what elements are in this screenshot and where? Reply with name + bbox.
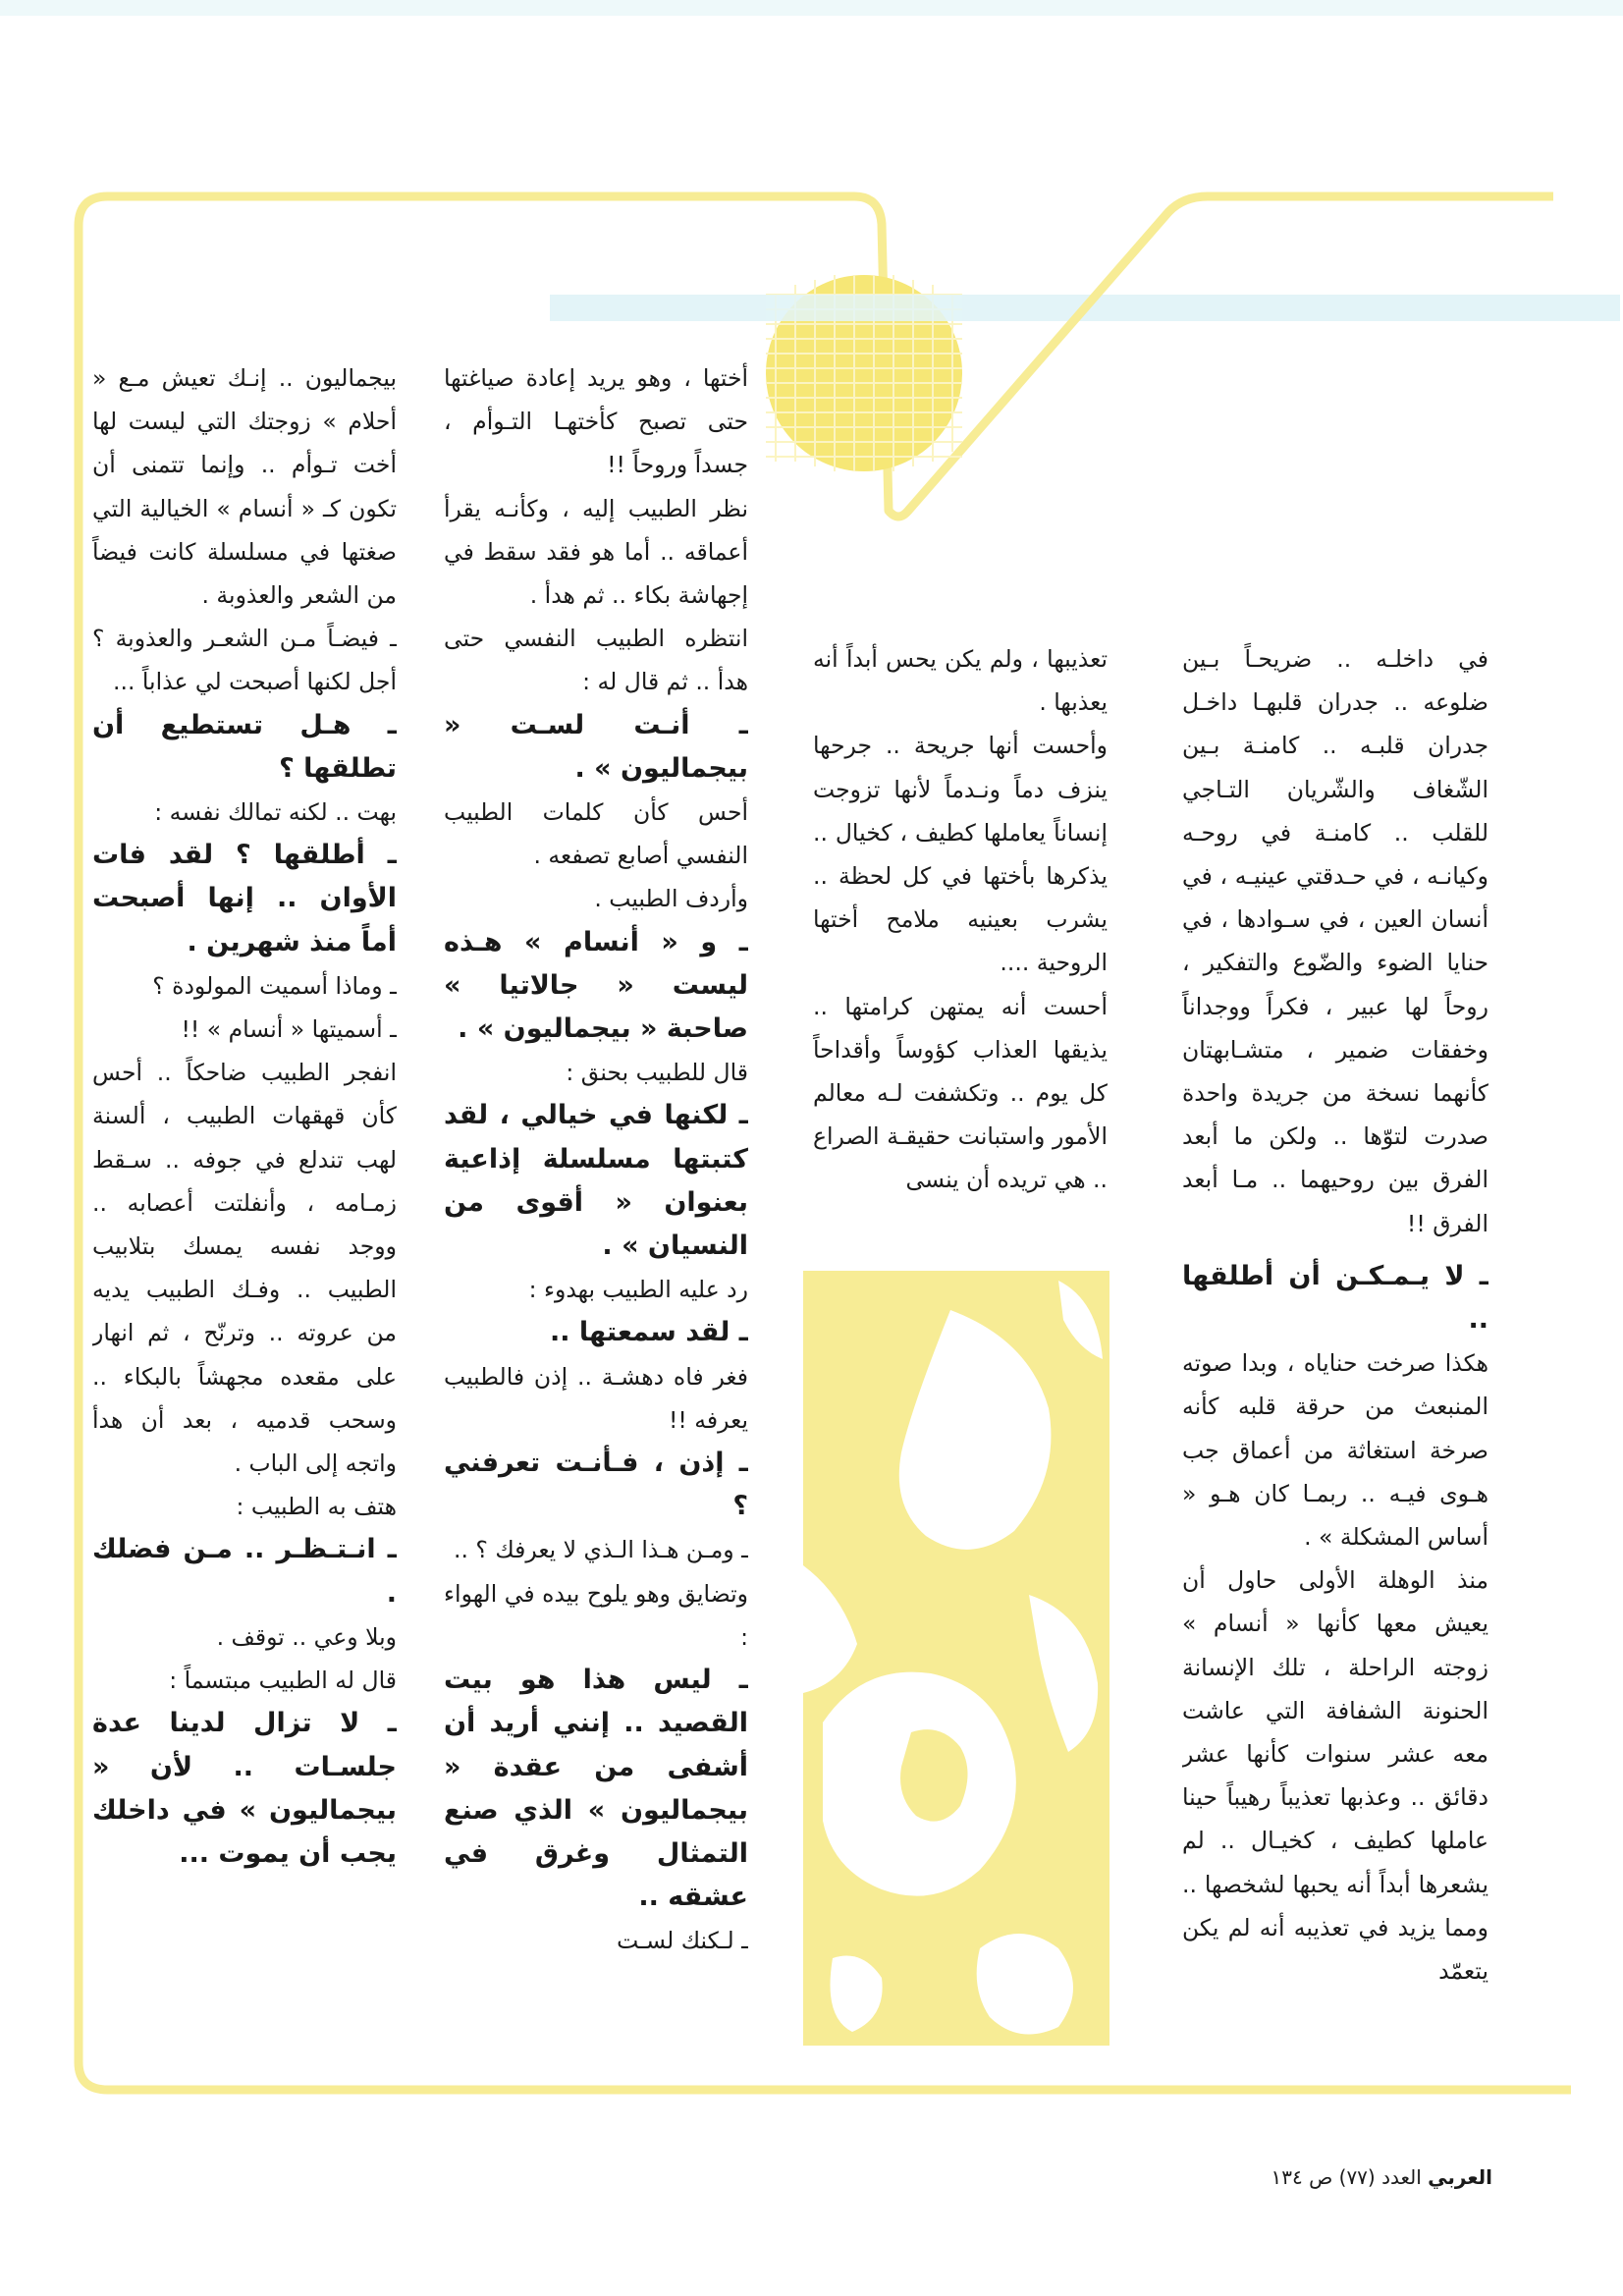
dialogue-heading: ـ ليس هذا هو بيت القصيد .. إنني أريد أن أشفى من عقدة « بيجماليون » الذي صنع التمثال وغرق في عشقه .. xyxy=(444,1665,748,1913)
paragraph: قال له الطبيب مبتسماً : xyxy=(169,1667,397,1695)
dialogue-heading: ـ أنـت لسـت « بيجماليون » . xyxy=(444,709,748,784)
sun-circle xyxy=(766,275,962,471)
text-column-2 xyxy=(813,637,1108,1246)
text-column-1 xyxy=(1182,637,1488,2047)
paragraph: رد عليه الطبيب بهدوء : xyxy=(528,1276,748,1304)
paragraph: انفجر الطبيب ضاحكاً .. أحس كأن قهقهات الطبيب ، ألسنة لهب تندلع في جوفه .. سـقط زمـامه ، وأنفلتت أعصابه .. ووجد نفسه يمسك بتلابيب الطبيب .. وفـك الطبيب يديه من عروته .. وترنّح ، ثم انهار على مقعده مجهشاً بالبكاء .. وسحب قدميه ، بعد أن هدأ واتجه إلى الباب . xyxy=(92,1059,397,1478)
magazine-name: العربي xyxy=(1428,2165,1492,2189)
paragraph: انتظره الطبيب النفسي حتى هدأ .. ثم قال له : xyxy=(444,625,748,696)
paragraph: وتضايق وهو يلوح بيده في الهواء : xyxy=(444,1579,748,1651)
dialogue-heading: ـ لقد سمعتها .. xyxy=(550,1317,748,1348)
paragraph: هكذا صرخت حناياه ، وبدا صوته المنبعث من حرقة قلبه كأنه صرخة استغاثة من أعماق جب هـوى فيـه .. ربمـا كان هـو « أساس المشكلة » . xyxy=(1182,1349,1488,1552)
dialogue-heading: ـ هـل تستطيع أن تطلقها ؟ xyxy=(92,709,397,784)
paragraph: بيجماليون .. إنـك تعيش مـع « أحلام » زوجتك التي ليست لها أخت تـوأم .. وإنما تتمنى أن تكون كـ « أنسام » الخيالية التي صغتها في مسلسلة كانت فيضاً من الشعر والعذوبة . xyxy=(92,364,397,610)
dialogue-heading: ـ لا يـمـكـن أن أطلقها .. xyxy=(1182,1260,1488,1336)
abstract-illustration xyxy=(803,1271,1109,2046)
paragraph: فغر فاه دهشـة .. إذن فالطبيب يعرفه !! xyxy=(444,1362,748,1434)
paragraph: أختها ، وهو يريد إعادة صياغتها حتى تصبح كأختهـا التـوأم ، جسداً وروحاً !! xyxy=(444,364,748,479)
paragraph: هتف به الطبيب : xyxy=(236,1493,397,1521)
paragraph: ـ لـكنك لسـت xyxy=(617,1927,748,1955)
paragraph: قال للطبيب بحنق : xyxy=(566,1059,748,1087)
text-column-4 xyxy=(92,356,397,2046)
paragraph: بهت .. لكنه تمالك نفسه : xyxy=(154,798,397,827)
dialogue-heading: ـ إذن ، فـأنـت تعرفني ؟ xyxy=(444,1448,748,1522)
paragraph: ـ أسميتها « أنسام » !! xyxy=(181,1015,397,1044)
paragraph: وأردف الطبيب . xyxy=(594,885,748,913)
paragraph: وأحست أنها جريحة .. جرحها ينزف دماً ونـدماً لأنها تزوجت إنساناً يعاملها كطيف ، كخيال .. يذكرها بأختها في كل لحظة .. يشرب بعينيه ملامح أختها الروحية .... xyxy=(813,732,1108,977)
dialogue-heading: ـ أطلقها ؟ لقد فات الأوان .. إنها أصبحت أماً منذ شهرين . xyxy=(92,840,397,957)
issue-page: العدد (٧٧) ص ١٣٤ xyxy=(1271,2165,1422,2189)
paragraph: منذ الوهلة الأولى حاول أن يعيش معها كأنها « أنسام » زوجته الراحلة ، تلك الإنسانة الحنونة الشفافة التي عاشت معه عشر سنوات كأنها عشر دقائق .. وعذبها تعذيباً رهيباً حينا عاملها كطيف ، كخيـال .. لم يشعرها أبداً أنه يحبها لشخصها .. ومما يزيد في تعذيبه أنه لم يكن يتعمّد xyxy=(1182,1566,1488,1986)
paragraph: وبلا وعي .. توقف . xyxy=(216,1622,397,1651)
dialogue-heading: ـ و « أنسام » هـذه ليست « جالاتيا » صاحبة « بيجماليون » . xyxy=(444,926,748,1045)
paragraph: ـ وماذا أسميت المولودة ؟ xyxy=(152,971,397,1000)
paragraph: أحست أنه يمتهن كرامتها .. يذيقها العذاب كؤوساً وأقداحاً كل يوم .. وتكشفت لـه معالم الأمور واستبانت حقيقـة الصراع .. هي تريده أن ينسى xyxy=(813,992,1108,1194)
page-footer xyxy=(1227,2163,1492,2191)
dialogue-heading: ـ لكنها في خيالي ، لقد كتبتها مسلسلة إذاعية بعنوان « أقوى من النسيان » . xyxy=(444,1100,748,1262)
paragraph: في داخلـه .. ضريحـاً بـين ضلوعه .. جدران قلبهـا داخـل جدران قلبـه .. كامنـة بـين الشّغاف والشّريان التـاجي للقلب .. كامنـة في روحـه وكيانـه ، في حـدقتي عينيـه ، في أنسان العين ، في سـوادها ، في حنايا الضوء والضّوع والتفكير ، روحاً لها عبير ، فكراً ووجداناً وخفقات ضمير ، متشـابهتان كأنهما نسخة من جريدة واحدة صدرت لتوّها .. ولكن ما أبعد الفرق بين روحيهما .. مـا أبعد الفرق !! xyxy=(1182,645,1488,1237)
paragraph: أحس كأن كلمات الطبيب النفسي أصابع تصفعه . xyxy=(444,798,748,870)
dialogue-heading: ـ انـتـظـر .. مـن فضلك . xyxy=(92,1534,397,1609)
paragraph: تعذيبها ، ولم يكن يحس أبداً أنه يعذبها . xyxy=(813,645,1108,717)
paragraph: ـ ومـن هـذا الـذي لا يعرفك ؟ .. xyxy=(453,1536,748,1564)
dialogue-heading: ـ لا تزال لدينا عدة جلسـات .. لأن « بيجماليون » في داخلك يجب أن يموت ... xyxy=(92,1708,397,1869)
text-column-3 xyxy=(444,356,748,2046)
paragraph: ـ فيضـاً مـن الشعـر والعذوبة ؟ أجل لكنها أصبحت لي عذاباً ... xyxy=(92,625,397,696)
paragraph: نظر الطبيب إليه ، وكأنـه يقرأ أعماقه .. أما هو فقد سقط في إجهاشة بكاء .. ثم هدأ . xyxy=(444,494,748,610)
